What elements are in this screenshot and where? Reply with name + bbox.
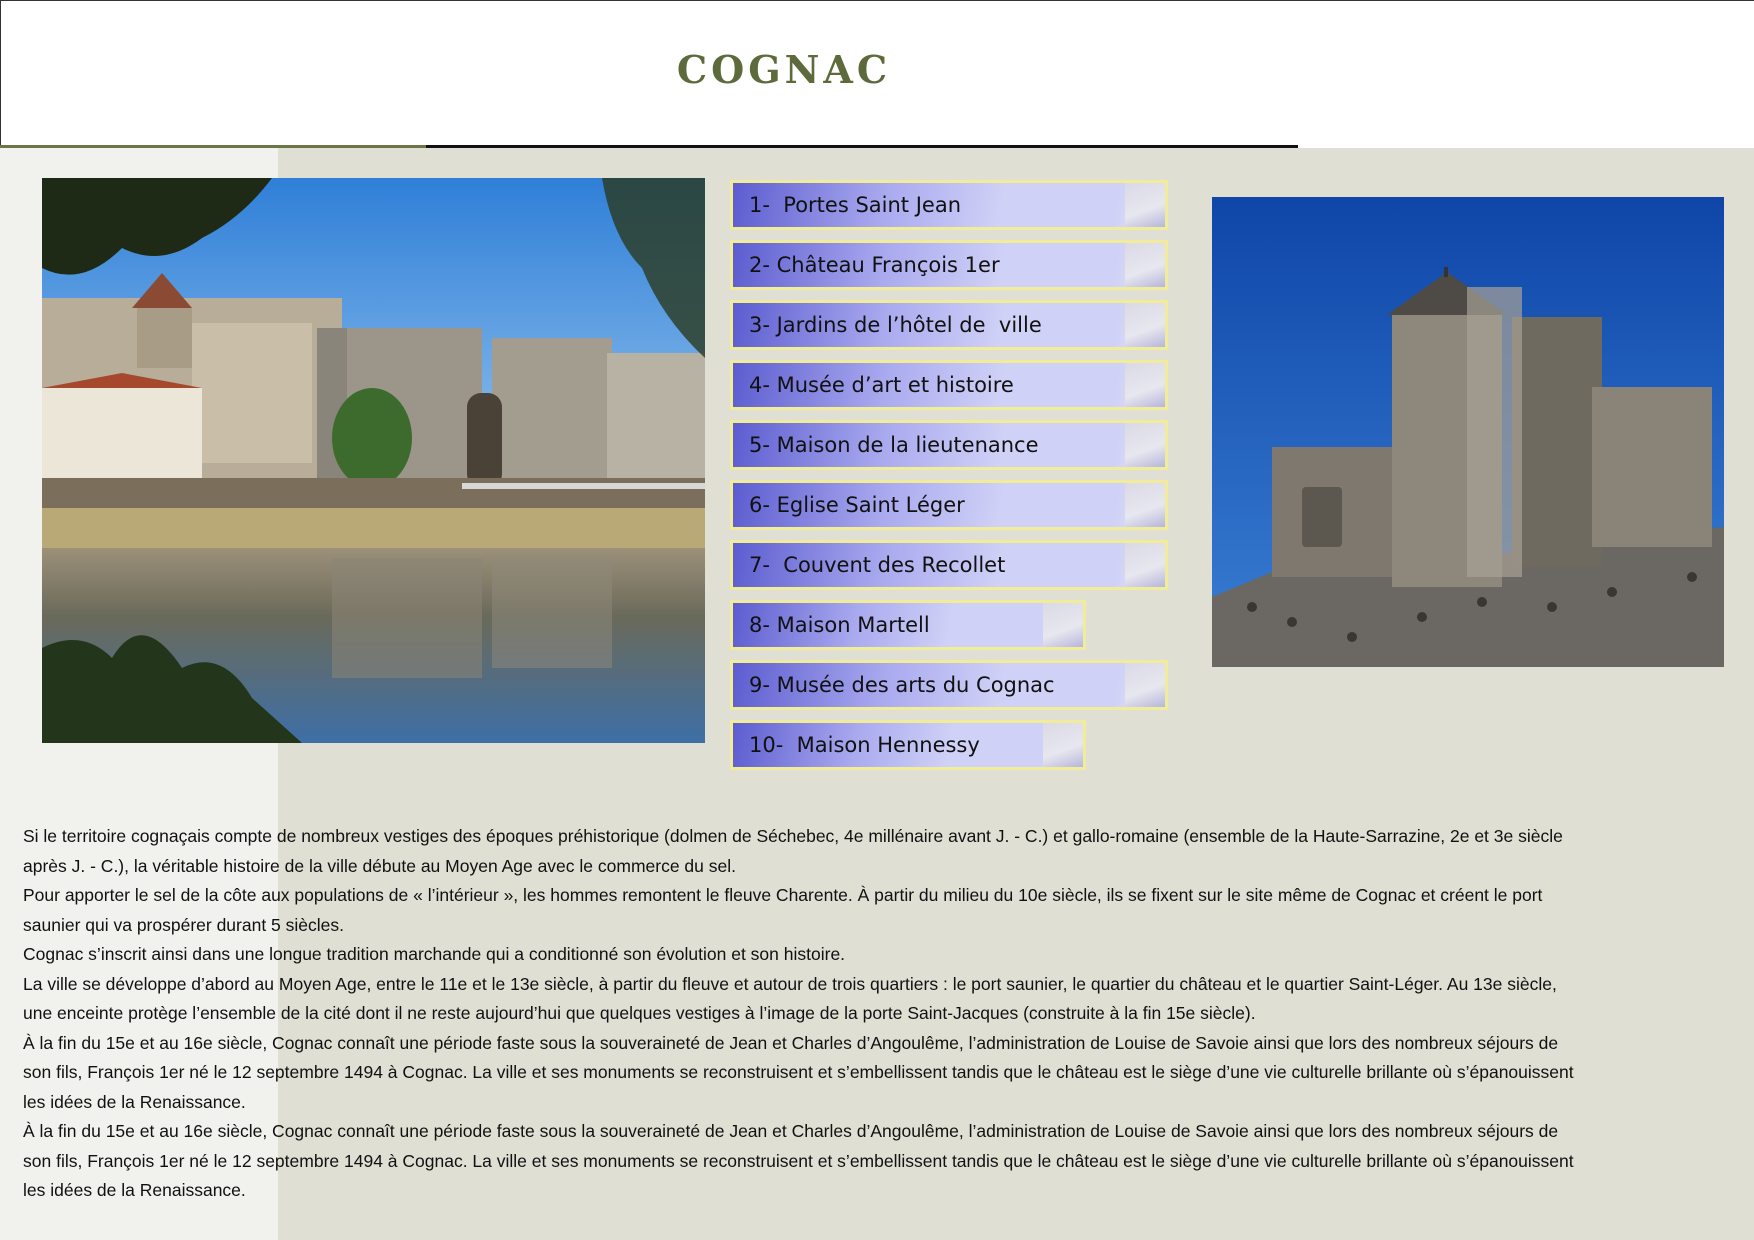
page-title: COGNAC bbox=[676, 47, 892, 92]
legend-item-8: 8- Maison Martell bbox=[730, 600, 1086, 650]
legend-item-3: 3- Jardins de l’hôtel de ville bbox=[730, 300, 1168, 350]
legend-item-1: 1- Portes Saint Jean bbox=[730, 180, 1168, 230]
paragraph: La ville se développe d’abord au Moyen Age, entre le 11e et le 13e siècle, à partir du fleuve et autour de trois quartiers : le port saunier, le quartier du château et le quartier Saint-Léger. Au 13e siècle, une enceinte protège l’ensemble de la cité dont il ne reste aujourd’hui que quelques vestiges à l’image de la porte Saint-Jacques (construite à la fin 15e siècle). bbox=[23, 973, 1557, 1023]
history-text bbox=[23, 822, 1589, 1206]
legend-item-10: 10- Maison Hennessy bbox=[730, 720, 1086, 770]
paragraph: Si le territoire cognaçais compte de nombreux vestiges des époques préhistorique (dolmen de Séchebec, 4e millénaire avant J. - C.) et gallo-romaine (ensemble de la Haute-Sarrazine, 2e et 3e siècle après J. - C.), la véritable histoire de la ville débute au Moyen Age avec le commerce du sel. bbox=[23, 826, 1563, 876]
paragraph: Cognac s’inscrit ainsi dans une longue tradition marchande qui a conditionné son évolution et son histoire. bbox=[23, 944, 846, 964]
photo-chateau bbox=[1212, 197, 1724, 667]
legend-item-2: 2- Château François 1er bbox=[730, 240, 1168, 290]
paragraph: À la fin du 15e et au 16e siècle, Cognac connaît une période faste sous la souveraineté de Jean et Charles d’Angoulême, l’administration de Louise de Savoie ainsi que lors des nombreux séjours de son fils, François 1er né le 12 septembre 1494 à Cognac. La ville et ses monuments se reconstruisent et s’embellissent tandis que le château est le siège d’une vie culturelle brillante où s’épanouissent les idées de la Renaissance. bbox=[23, 1121, 1574, 1200]
legend-item-5: 5- Maison de la lieutenance bbox=[730, 420, 1168, 470]
legend-item-6: 6- Eglise Saint Léger bbox=[730, 480, 1168, 530]
legend-item-7: 7- Couvent des Recollet bbox=[730, 540, 1168, 590]
paragraph: Pour apporter le sel de la côte aux populations de « l’intérieur », les hommes remontent le fleuve Charente. À partir du milieu du 10e siècle, ils se fixent sur le site même de Cognac et créent le port saunier qui va prospérer durant 5 siècles. bbox=[23, 885, 1543, 935]
photo-portes-saint-jean bbox=[42, 178, 705, 743]
paragraph: À la fin du 15e et au 16e siècle, Cognac connaît une période faste sous la souveraineté de Jean et Charles d’Angoulême, l’administration de Louise de Savoie ainsi que lors des nombreux séjours de son fils, François 1er né le 12 septembre 1494 à Cognac. La ville et ses monuments se reconstruisent et s’embellissent tandis que le château est le siège d’une vie culturelle brillante où s’épanouissent les idées de la Renaissance. bbox=[23, 1032, 1574, 1112]
header bbox=[0, 0, 1754, 146]
legend-item-9: 9- Musée des arts du Cognac bbox=[730, 660, 1168, 710]
legend-item-4: 4- Musée d’art et histoire bbox=[730, 360, 1168, 410]
